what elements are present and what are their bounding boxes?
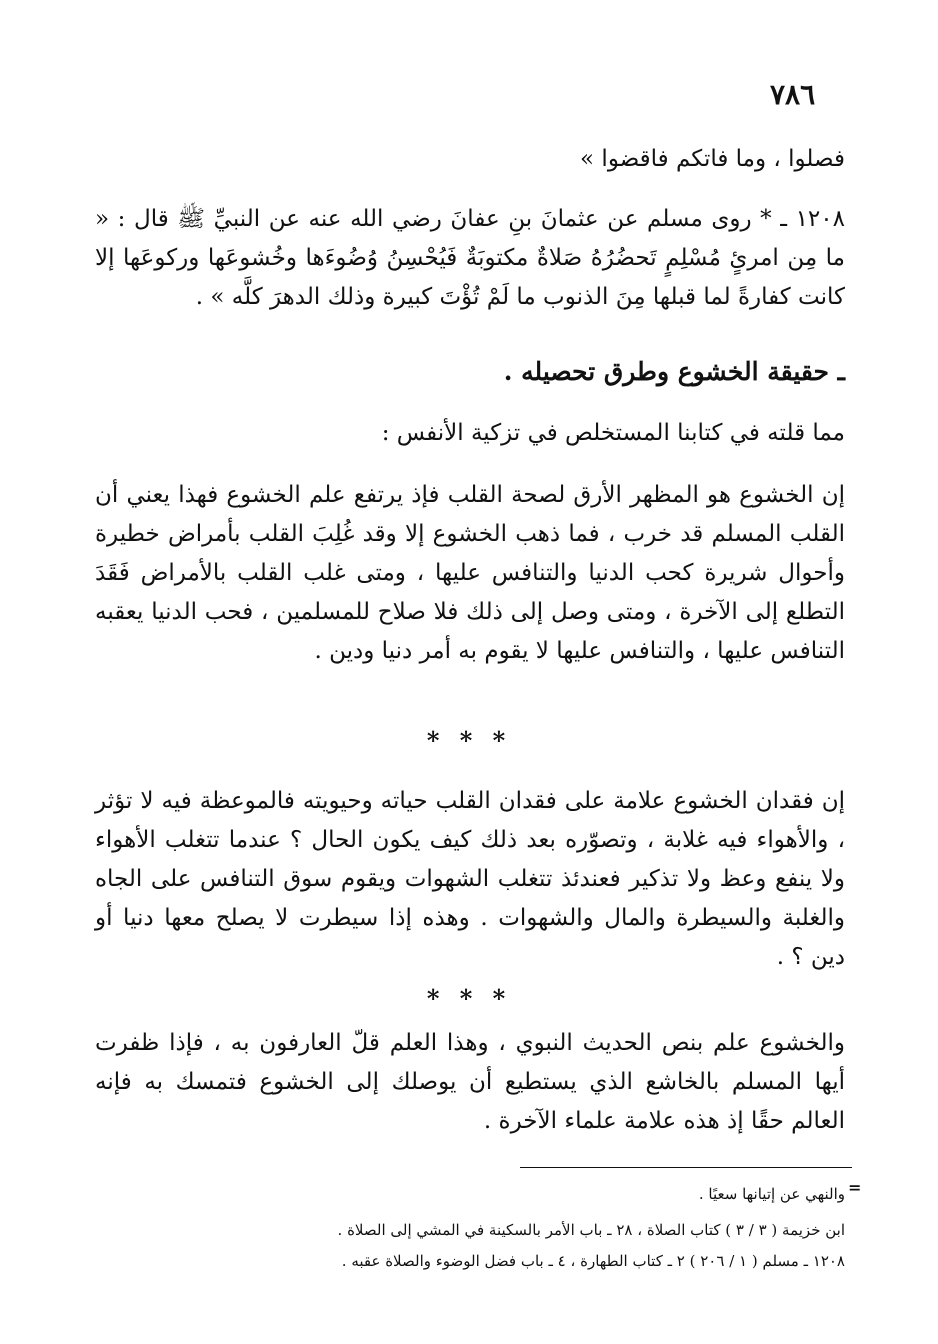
paragraph-1: إن الخشوع هو المظهر الأرق لصحة القلب فإذ يرتفع علم الخشوع فهذا يعني أن القلب المسلم قد خرب ، فما ذهب الخشوع إلا وقد غُلِبَ القلب بأمراض خطيرة وأحوال شريرة كحب الدنيا والتنافس عليها ، ومتى غلب القلب بالأمراض فَقَدَ التطلع إلى الآخرة ، ومتى وصل إلى ذلك فلا صلاح للمسلمين ، فحب الدنيا يعقبه التنافس عليها ، والتنافس عليها لا يقوم به أمر دنيا ودين . (95, 482, 845, 664)
hadith-paragraph: ١٢٠٨ ـ * روى مسلم عن عثمانَ بنِ عفانَ رضي الله عنه عن النبيِّ ﷺ قال : « ما مِن امرئٍ مُسْلِمٍ تَحضُرُهُ صَلاةٌ مكتوبَةٌ فَيُحْسِنُ وُضُوءَها وخُشوعَها وركوعَها إلا كانت كفارةً لما قبلها مِنَ الذنوب ما لَمْ تُؤْتَ كبيرة وذلك الدهرَ كلَّه » . (95, 206, 845, 310)
separator-stars: * * * (426, 726, 512, 755)
section-heading: ـ حقيقة الخشوع وطرق تحصيله . (503, 357, 845, 386)
continuation-text: فصلوا ، وما فاتكم فاقضوا » (580, 146, 845, 172)
page-number: ٧٨٦ (770, 78, 816, 111)
footnote-line: والنهي عن إتيانها سعيًا . (698, 1185, 845, 1203)
footnote-line: ابن خزيمة ( ٣ / ٣ ) كتاب الصلاة ، ٢٨ ـ باب الأمر بالسكينة في المشي إلى الصلاة . (337, 1221, 845, 1239)
separator-stars: * * * (426, 984, 512, 1013)
footnote-divider (520, 1167, 852, 1168)
paragraph-3: والخشوع علم بنص الحديث النبوي ، وهذا العلم قلّ العارفون به ، فإذا ظفرت أيها المسلم بالخاشع الذي يستطيع أن يوصلك إلى الخشوع فتمسك به فإنه العالم حقًا إذ هذه علامة علماء الآخرة . (95, 1030, 845, 1134)
footnote-line: ١٢٠٨ ـ مسلم ( ١ / ٢٠٦ ) ٢ ـ كتاب الطهارة ، ٤ ـ باب فضل الوضوء والصلاة عقبه . (341, 1252, 845, 1270)
footnote-continuation-mark: = (848, 1178, 862, 1197)
paragraph-2: إن فقدان الخشوع علامة على فقدان القلب حياته وحيويته فالموعظة فيه لا تؤثر ، والأهواء فيه غلابة ، وتصوّره بعد ذلك كيف يكون الحال ؟ عندما تتغلب الأهواء ولا ينفع وعظ ولا تذكير فعندئذ تتغلب الشهوات ويقوم سوق التنافس على الجاه والغلبة والسيطرة والمال والشهوات . وهذه إذا سيطرت لا يصلح معها دنيا أو دين ؟ . (95, 788, 845, 970)
intro-text: مما قلته في كتابنا المستخلص في تزكية الأنفس : (381, 420, 845, 446)
